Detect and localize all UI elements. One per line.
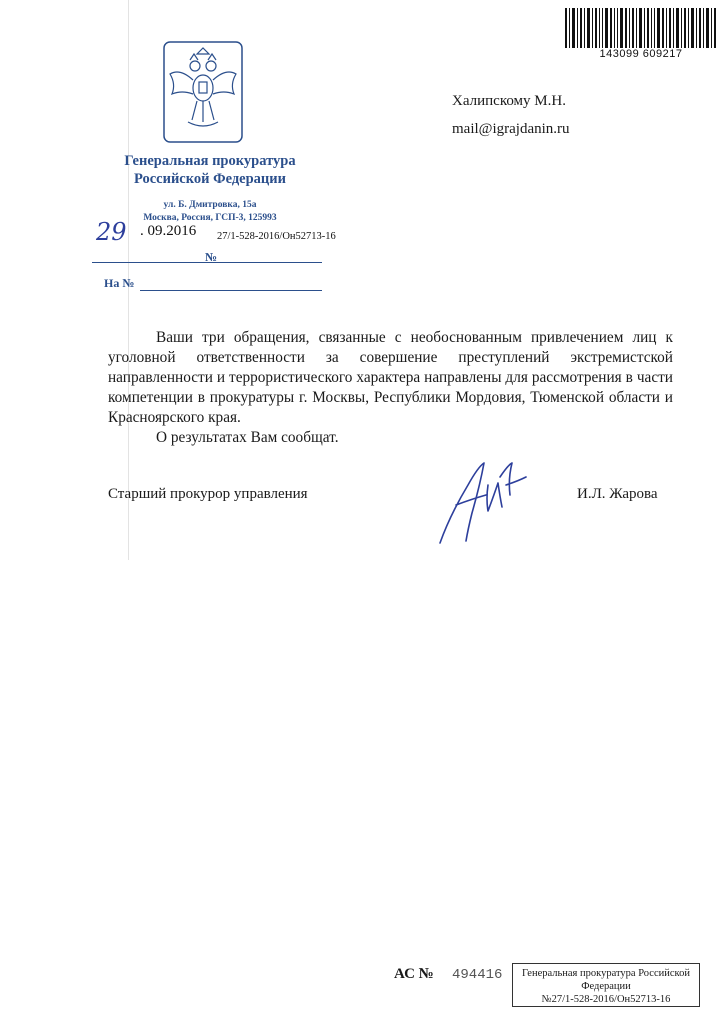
barcode-number: 143099 609217 [599,48,683,60]
letterhead-address [115,199,305,225]
number-sign: № [205,250,218,264]
ac-number-value: 494416 [452,967,503,983]
registration-stamp [512,963,700,1007]
stamp-line-3: №27/1-528-2016/Он52713-16 [541,994,671,1005]
signatory-title: Старший прокурор управления [108,486,308,502]
reply-to-label: На № [104,276,135,290]
address-line-1: ул. Б. Дмитровка, 15а [163,200,257,210]
outgoing-number: 27/1-528-2016/Он52713-16 [217,231,336,242]
handwritten-signature [428,455,538,550]
body-paragraph-1: Ваши три обращения, связанные с необоснованным привлечением лиц к уголовной ответственности за совершение преступлений экстремистской направленности и террористического характера направлены для рассмотрения в части компетенции в прокуратуры г. Москвы, Республики Мордовия, Тюменской области и Красноярского края. [108,329,673,426]
address-line-2: Москва, Россия, ГСП-3, 125993 [143,213,277,223]
stamp-line-2: Федерации [581,981,631,992]
body-paragraph-2: О результатах Вам сообщат. [156,429,339,446]
coat-of-arms-icon [162,40,244,144]
stamp-line-1: Генеральная прокуратура Российской [522,968,690,979]
document-date: . 09.2016 [140,223,197,239]
org-line-2: Российской Федерации [133,171,286,187]
letter-body [108,328,673,448]
signatory-name: И.Л. Жарова [577,486,658,502]
letterhead-organization [100,152,320,188]
ac-number-label: АС № [394,966,434,982]
handwritten-day: 29 [96,218,127,246]
recipient-email: mail@igrajdanin.ru [452,121,570,137]
recipient-name: Халипскому М.Н. [452,93,566,109]
reply-to-underline [140,290,322,291]
org-line-1: Генеральная прокуратура [124,153,296,169]
